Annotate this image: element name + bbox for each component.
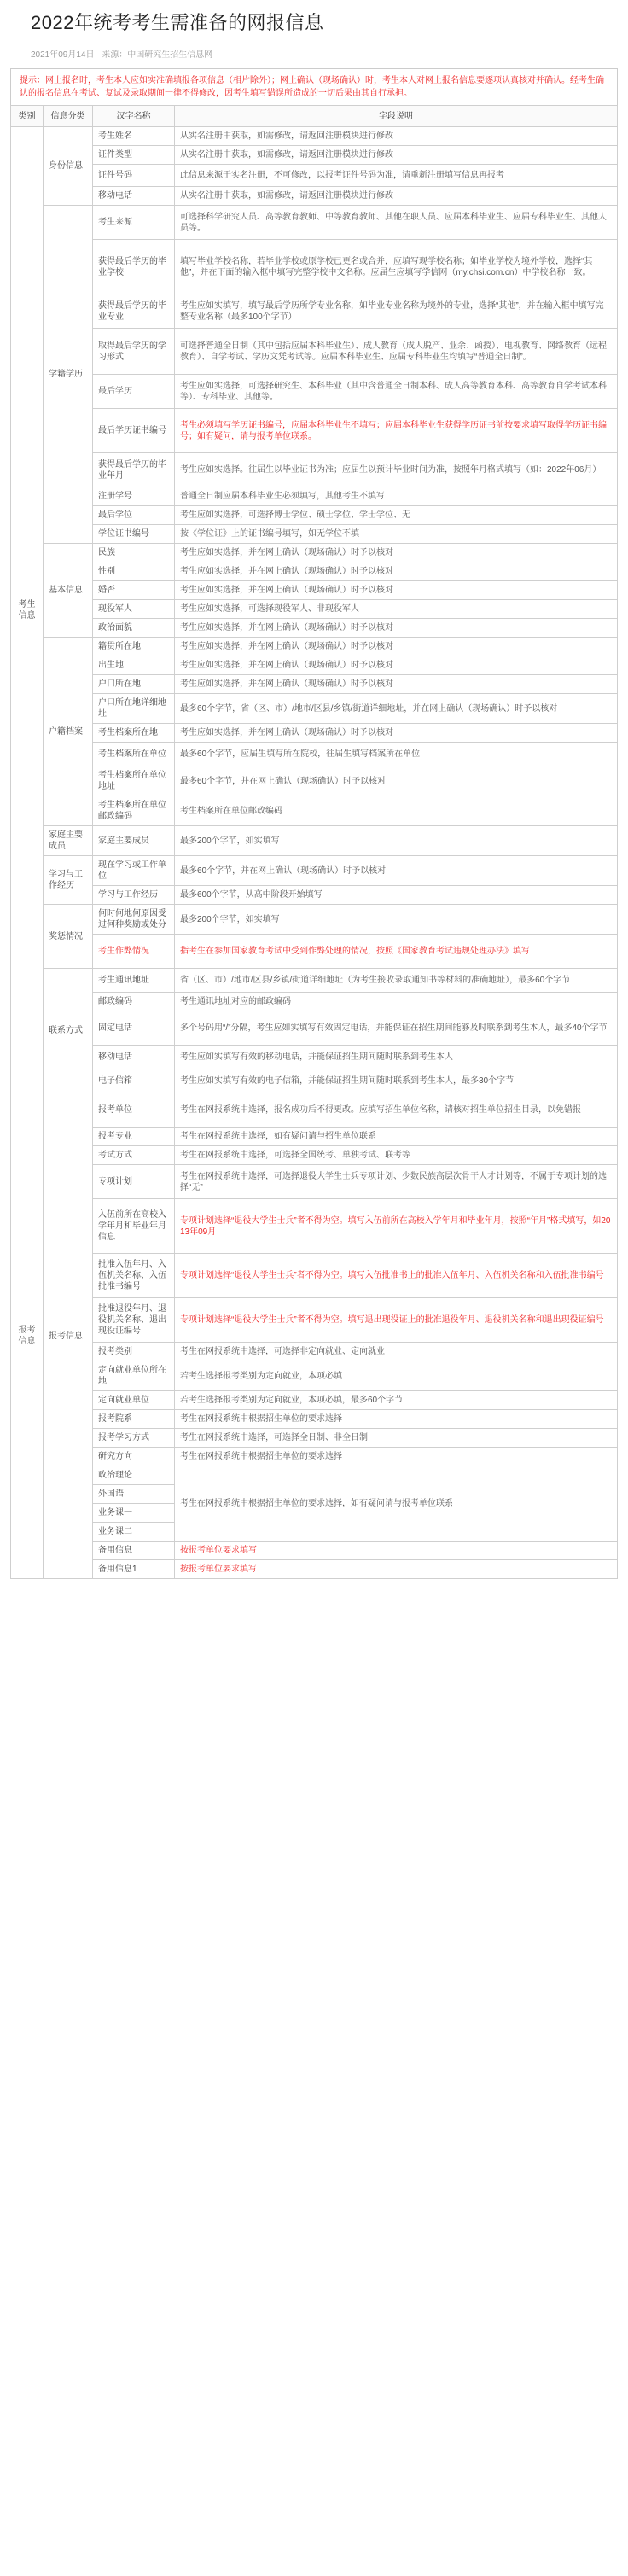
table-row xyxy=(11,240,618,294)
table-row xyxy=(11,766,618,796)
field-description: 最多200个字节，如实填写 xyxy=(175,826,618,856)
table-row xyxy=(11,409,618,453)
field-name: 证件号码 xyxy=(93,165,175,187)
field-description: 考生应如实选择，并在网上确认（现场确认）时予以核对 xyxy=(175,638,618,656)
field-description: 考生在网报系统中根据招生单位的要求选择 xyxy=(175,1448,618,1466)
field-description: 考生应如实选择。往届生以毕业证书为准；应届生以预计毕业时间为准，按照年月格式填写（如：2022年06月） xyxy=(175,453,618,487)
field-description: 考生应如实选择，并在网上确认（现场确认）时予以核对 xyxy=(175,544,618,562)
field-description: 按《学位证》上的证书编号填写，如无学位不填 xyxy=(175,525,618,544)
table-row xyxy=(11,969,618,993)
table-row xyxy=(11,1254,618,1298)
field-description: 考生必须填写学历证书编号，应届本科毕业生不填写；应届本科毕业生获得学历证书前按要求填写取得学历证书编号；如有疑问，请与报考单位联系。 xyxy=(175,409,618,453)
field-name: 获得最后学历的毕业专业 xyxy=(93,294,175,329)
field-name: 考生档案所在地 xyxy=(93,724,175,743)
field-description: 最多60个字节，应届生填写所在院校，往届生填写档案所在单位 xyxy=(175,743,618,766)
field-description: 考生在网报系统中根据招生单位的要求选择，如有疑问请与报考单位联系 xyxy=(175,1466,618,1542)
field-description: 考生应如实选择，并在网上确认（现场确认）时予以核对 xyxy=(175,619,618,638)
field-name: 户口所在地详细地址 xyxy=(93,694,175,724)
field-name: 移动电话 xyxy=(93,187,175,206)
field-description: 考生在网报系统中选择，报名成功后不得更改。应填写招生单位名称，请核对招生单位招生目录，以免错报 xyxy=(175,1093,618,1128)
table-row xyxy=(11,1199,618,1254)
field-name: 固定电话 xyxy=(93,1011,175,1046)
field-name: 报考院系 xyxy=(93,1410,175,1429)
field-name: 考生作弊情况 xyxy=(93,935,175,969)
field-name: 民族 xyxy=(93,544,175,562)
field-name: 籍贯所在地 xyxy=(93,638,175,656)
table-row xyxy=(11,796,618,826)
table-row xyxy=(11,506,618,525)
subcategory-cell: 学习与工作经历 xyxy=(44,856,93,905)
table-row xyxy=(11,1560,618,1579)
field-description: 最多200个字节，如实填写 xyxy=(175,905,618,935)
table-row xyxy=(11,187,618,206)
field-name: 学位证书编号 xyxy=(93,525,175,544)
field-description: 若考生选择报考类别为定向就业，本项必填，最多60个字节 xyxy=(175,1391,618,1410)
table-row xyxy=(11,1093,618,1128)
subcategory-cell: 奖惩情况 xyxy=(44,905,93,969)
field-description: 考生在网报系统中选择，可选择全国统考、单独考试、联考等 xyxy=(175,1146,618,1165)
field-name: 注册学号 xyxy=(93,487,175,506)
subcategory-cell: 户籍档案 xyxy=(44,638,93,826)
field-name: 定向就业单位所在地 xyxy=(93,1361,175,1391)
table-row xyxy=(11,1410,618,1429)
field-description: 考生应如实选择，并在网上确认（现场确认）时予以核对 xyxy=(175,562,618,581)
table-row xyxy=(11,544,618,562)
info-table xyxy=(10,105,618,1579)
field-name: 现在学习或工作单位 xyxy=(93,856,175,886)
table-row xyxy=(11,935,618,969)
table-row xyxy=(11,1466,618,1485)
table-row xyxy=(11,146,618,165)
field-description: 专项计划选择“退役大学生士兵”者不得为空。填写入伍前所在高校入学年月和毕业年月，按照“年月”格式填写，如2013年09月 xyxy=(175,1199,618,1254)
field-description: 考生应如实填写有效的移动电话，并能保证招生期间随时联系到考生本人 xyxy=(175,1046,618,1069)
article-meta xyxy=(31,47,618,60)
field-description: 考生在网报系统中根据招生单位的要求选择 xyxy=(175,1410,618,1429)
field-description: 考生通讯地址对应的邮政编码 xyxy=(175,993,618,1011)
field-name: 研究方向 xyxy=(93,1448,175,1466)
field-name: 学习与工作经历 xyxy=(93,886,175,905)
field-name: 考生档案所在单位 xyxy=(93,743,175,766)
field-description: 考生应如实选择，可选择研究生、本科毕业（其中含普通全日制本科、成人高等教育本科、高等教育自学考试本科等）、专科毕业、其他等。 xyxy=(175,375,618,409)
field-description: 考生档案所在单位邮政编码 xyxy=(175,796,618,826)
field-description: 考生在网报系统中选择，可选择全日制、非全日制 xyxy=(175,1429,618,1448)
field-description: 指考生在参加国家教育考试中受到作弊处理的情况，按照《国家教育考试违规处理办法》填写 xyxy=(175,935,618,969)
field-name: 户口所在地 xyxy=(93,675,175,694)
field-name: 业务课一 xyxy=(93,1504,175,1523)
field-description: 可选择普通全日制（其中包括应届本科毕业生）、成人教育（成人脱产、业余、函授）、电视教育、网络教育（远程教育）、自学考试、学历文凭考试等。应届本科毕业生、应届专科毕业生均填写“普通全日制”。 xyxy=(175,329,618,375)
field-name: 政治面貌 xyxy=(93,619,175,638)
table-row xyxy=(11,905,618,935)
table-row xyxy=(11,993,618,1011)
field-name: 考生档案所在单位地址 xyxy=(93,766,175,796)
table-row xyxy=(11,694,618,724)
table-row xyxy=(11,1128,618,1146)
field-name: 业务课二 xyxy=(93,1523,175,1542)
page-title: 2022年统考考生需准备的网报信息 xyxy=(31,12,324,33)
table-row xyxy=(11,525,618,544)
subcategory-cell: 身份信息 xyxy=(44,127,93,206)
field-name: 何时何地何原因受过何种奖励或处分 xyxy=(93,905,175,935)
field-name: 备用信息1 xyxy=(93,1560,175,1579)
field-name: 考生来源 xyxy=(93,206,175,240)
table-row xyxy=(11,375,618,409)
subcategory-cell: 学籍学历 xyxy=(44,206,93,544)
table-row xyxy=(11,206,618,240)
field-description: 省（区、市）/地市/区县/乡镇/街道详细地址（为考生接收录取通知书等材料的准确地址），最多60个字节 xyxy=(175,969,618,993)
field-description: 专项计划选择“退役大学生士兵”者不得为空。填写入伍批准书上的批准入伍年月、入伍机关名称和入伍批准书编号 xyxy=(175,1254,618,1298)
field-description: 考生应如实选择，可选择博士学位、硕士学位、学士学位、无 xyxy=(175,506,618,525)
table-row xyxy=(11,1391,618,1410)
field-description: 考生在网报系统中选择，可选择非定向就业、定向就业 xyxy=(175,1343,618,1361)
table-row xyxy=(11,886,618,905)
table-row xyxy=(11,453,618,487)
field-description: 按报考单位要求填写 xyxy=(175,1542,618,1560)
field-name: 批准入伍年月、入伍机关名称、入伍批准书编号 xyxy=(93,1254,175,1298)
field-description: 考生应如实填写有效的电子信箱，并能保证招生期间随时联系到考生本人，最多30个字节 xyxy=(175,1069,618,1093)
table-row xyxy=(11,127,618,146)
field-name: 入伍前所在高校入学年月和毕业年月信息 xyxy=(93,1199,175,1254)
subcategory-cell: 基本信息 xyxy=(44,544,93,638)
table-row xyxy=(11,656,618,675)
field-description: 可选择科学研究人员、高等教育教师、中等教育教师、其他在职人员、应届本科毕业生、应届专科毕业生、其他人员等。 xyxy=(175,206,618,240)
field-name: 批准退役年月、退役机关名称、退出现役证编号 xyxy=(93,1298,175,1343)
table-row xyxy=(11,856,618,886)
field-name: 考生档案所在单位邮政编码 xyxy=(93,796,175,826)
table-row xyxy=(11,1429,618,1448)
table-row xyxy=(11,638,618,656)
field-name: 最后学历证书编号 xyxy=(93,409,175,453)
header-subcategory: 信息分类 xyxy=(44,106,93,127)
table-row xyxy=(11,1343,618,1361)
field-name: 外国语 xyxy=(93,1485,175,1504)
table-row xyxy=(11,1069,618,1093)
field-name: 电子信箱 xyxy=(93,1069,175,1093)
field-description: 考生应如实选择，并在网上确认（现场确认）时予以核对 xyxy=(175,656,618,675)
field-description: 最多60个字节，省（区、市）/地市/区县/乡镇/街道详细地址，并在网上确认（现场确认）时予以核对 xyxy=(175,694,618,724)
table-row xyxy=(11,724,618,743)
source: 来源：中国研究生招生信息网 xyxy=(102,50,213,60)
subcategory-cell: 联系方式 xyxy=(44,969,93,1093)
field-description: 若考生选择报考类别为定向就业，本项必填 xyxy=(175,1361,618,1391)
field-name: 报考专业 xyxy=(93,1128,175,1146)
field-description: 填写毕业学校名称，若毕业学校或原学校已更名或合并，应填写现学校名称；如毕业学校为境外学校，选择“其他”，并在下面的输入框中填写完整学校中文名称。应届生应填写学信网（my.chsi.com.cn）中学校名称一致。 xyxy=(175,240,618,294)
table-row xyxy=(11,1011,618,1046)
header-description: 字段说明 xyxy=(175,106,618,127)
table-row xyxy=(11,562,618,581)
table-body xyxy=(11,127,618,1579)
field-description: 考生应如实填写，填写最后学历所学专业名称，如毕业专业名称为境外的专业，选择“其他”，并在输入框中填写完整专业名称（最多100个字节） xyxy=(175,294,618,329)
field-description: 多个号码用“/”分隔，考生应如实填写有效固定电话，并能保证在招生期间能够及时联系到考生本人，最多40个字节 xyxy=(175,1011,618,1046)
table-header xyxy=(11,106,618,127)
table-row xyxy=(11,1146,618,1165)
field-description: 考生应如实选择，并在网上确认（现场确认）时予以核对 xyxy=(175,581,618,600)
field-name: 婚否 xyxy=(93,581,175,600)
field-description: 从实名注册中获取，如需修改，请返回注册模块进行修改 xyxy=(175,187,618,206)
table-row xyxy=(11,1165,618,1199)
field-name: 专项计划 xyxy=(93,1165,175,1199)
table-row xyxy=(11,1542,618,1560)
field-name: 邮政编码 xyxy=(93,993,175,1011)
field-name: 移动电话 xyxy=(93,1046,175,1069)
publish-date: 2021年09月14日 xyxy=(31,50,95,60)
table-row xyxy=(11,1448,618,1466)
table-row xyxy=(11,487,618,506)
field-description: 专项计划选择“退役大学生士兵”者不得为空。填写退出现役证上的批准退役年月、退役机关名称和退出现役证编号 xyxy=(175,1298,618,1343)
field-description: 考生应如实选择，并在网上确认（现场确认）时予以核对 xyxy=(175,724,618,743)
table-row xyxy=(11,1298,618,1343)
field-description: 考生应如实选择，并在网上确认（现场确认）时予以核对 xyxy=(175,675,618,694)
field-description: 从实名注册中获取，如需修改，请返回注册模块进行修改 xyxy=(175,127,618,146)
field-name: 证件类型 xyxy=(93,146,175,165)
field-name: 获得最后学历的毕业学校 xyxy=(93,240,175,294)
table-row xyxy=(11,1046,618,1069)
field-name: 考生姓名 xyxy=(93,127,175,146)
subcategory-cell: 报考信息 xyxy=(44,1093,93,1579)
field-name: 备用信息 xyxy=(93,1542,175,1560)
field-description: 普通全日制应届本科毕业生必须填写，其他考生不填写 xyxy=(175,487,618,506)
field-name: 考试方式 xyxy=(93,1146,175,1165)
notice: 提示：网上报名时，考生本人应如实准确填报各项信息（相片除外）；网上确认（现场确认）时，考生本人对网上报名信息要逐项认真核对并确认。经考生确认的报名信息在考试、复试及录取期间一律不得修改，因考生填写错误所造成的一切后果由其自行承担。 xyxy=(10,68,618,105)
field-name: 最后学历 xyxy=(93,375,175,409)
table-row xyxy=(11,619,618,638)
field-name: 家庭主要成员 xyxy=(93,826,175,856)
field-description: 最多60个字节，并在网上确认（现场确认）时予以核对 xyxy=(175,856,618,886)
table-row xyxy=(11,600,618,619)
field-description: 此信息来源于实名注册，不可修改，以报考证件号码为准，请重新注册填写信息再报考 xyxy=(175,165,618,187)
field-name: 出生地 xyxy=(93,656,175,675)
header-category: 类别 xyxy=(11,106,44,127)
field-name: 政治理论 xyxy=(93,1466,175,1485)
field-name: 性别 xyxy=(93,562,175,581)
field-name: 现役军人 xyxy=(93,600,175,619)
table-row xyxy=(11,743,618,766)
category-cell: 报考信息 xyxy=(11,1093,44,1579)
category-cell: 考生信息 xyxy=(11,127,44,1093)
field-name: 报考类别 xyxy=(93,1343,175,1361)
field-description: 最多60个字节，并在网上确认（现场确认）时予以核对 xyxy=(175,766,618,796)
table-row xyxy=(11,826,618,856)
table-row xyxy=(11,329,618,375)
table-row xyxy=(11,675,618,694)
field-name: 获得最后学历的毕业年月 xyxy=(93,453,175,487)
field-name: 报考学习方式 xyxy=(93,1429,175,1448)
field-name: 报考单位 xyxy=(93,1093,175,1128)
field-name: 定向就业单位 xyxy=(93,1391,175,1410)
field-description: 按报考单位要求填写 xyxy=(175,1560,618,1579)
table-row xyxy=(11,165,618,187)
header-name: 汉字名称 xyxy=(93,106,175,127)
field-name: 取得最后学历的学习形式 xyxy=(93,329,175,375)
field-name: 最后学位 xyxy=(93,506,175,525)
field-description: 最多600个字节，从高中阶段开始填写 xyxy=(175,886,618,905)
subcategory-cell: 家庭主要成员 xyxy=(44,826,93,856)
field-description: 考生在网报系统中选择，如有疑问请与招生单位联系 xyxy=(175,1128,618,1146)
table-row xyxy=(11,294,618,329)
table-row xyxy=(11,1361,618,1391)
table-row xyxy=(11,581,618,600)
field-description: 考生在网报系统中选择，可选择退役大学生士兵专项计划、少数民族高层次骨干人才计划等，不属于专项计划的选择“无” xyxy=(175,1165,618,1199)
field-name: 考生通讯地址 xyxy=(93,969,175,993)
field-description: 考生应如实选择，可选择现役军人、非现役军人 xyxy=(175,600,618,619)
field-description: 从实名注册中获取，如需修改，请返回注册模块进行修改 xyxy=(175,146,618,165)
